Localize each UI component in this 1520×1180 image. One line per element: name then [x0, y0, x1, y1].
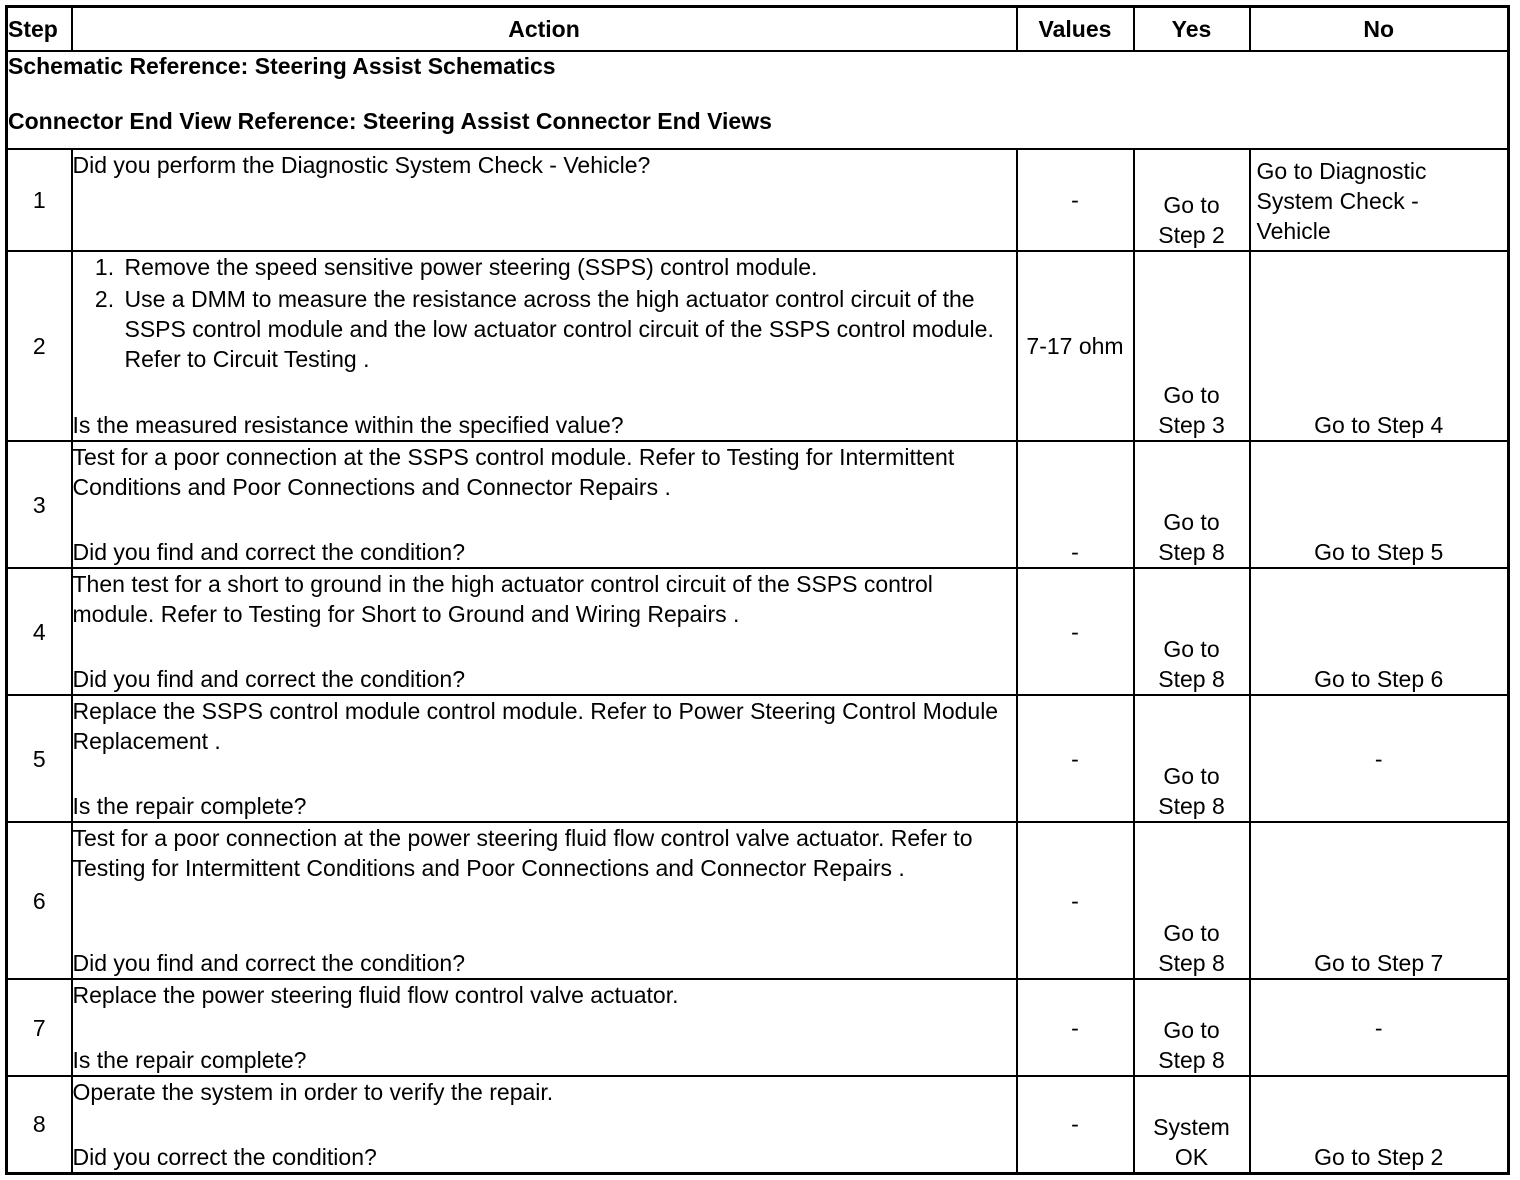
value-cell: -: [1017, 822, 1134, 979]
header-yes: Yes: [1134, 7, 1250, 52]
question-text: Did you correct the condition?: [72, 1143, 377, 1170]
yes-cell: [1134, 568, 1250, 695]
connector-reference: Connector End View Reference: Steering Assist Connector End Views: [8, 108, 772, 134]
header-step: Step: [7, 7, 72, 52]
yes-line: Step 8: [1158, 666, 1225, 692]
no-cell: -: [1250, 695, 1509, 822]
yes-cell: [1134, 695, 1250, 822]
action-text: Did you perform the Diagnostic System Check - Vehicle?: [72, 152, 651, 178]
table-row: [7, 822, 1509, 979]
table-row: [7, 441, 1509, 568]
yes-line: Go to: [1163, 636, 1220, 662]
action-text: Replace the power steering fluid flow control valve actuator.: [72, 982, 679, 1008]
value-cell: -: [1017, 441, 1134, 568]
reference-row: [7, 51, 1509, 149]
yes-line: Go to: [1163, 763, 1220, 789]
no-cell: [1250, 149, 1509, 251]
step-number: 2: [7, 251, 72, 441]
action-cell: [72, 979, 1017, 1076]
table-row: [7, 251, 1509, 441]
table-row: [7, 695, 1509, 822]
yes-line: Step 8: [1158, 539, 1225, 565]
action-cell: [72, 822, 1017, 979]
substep-list: [73, 252, 1016, 376]
table-row: [7, 568, 1509, 695]
yes-line: Step 2: [1158, 222, 1225, 248]
step-number: 6: [7, 822, 72, 979]
yes-cell: [1134, 251, 1250, 441]
no-cell: -: [1250, 979, 1509, 1076]
yes-line: Go to: [1163, 382, 1220, 408]
action-cell: [72, 1076, 1017, 1173]
question-text: Is the repair complete?: [72, 793, 307, 819]
yes-line: Go to: [1163, 1017, 1220, 1043]
no-cell: Go to Step 4: [1250, 251, 1509, 441]
yes-line: Step 8: [1158, 793, 1225, 819]
no-line: System Check -: [1256, 188, 1419, 214]
no-cell: Go to Step 5: [1250, 441, 1509, 568]
action-text: Operate the system in order to verify the repair.: [72, 1079, 554, 1105]
step-number: 5: [7, 695, 72, 822]
yes-cell: [1134, 979, 1250, 1076]
step-number: 7: [7, 979, 72, 1076]
action-cell: [72, 695, 1017, 822]
yes-cell: [1134, 822, 1250, 979]
action-cell: [72, 149, 1017, 251]
step-number: 3: [7, 441, 72, 568]
schematic-reference: Schematic Reference: Steering Assist Schematics: [8, 53, 556, 79]
yes-line: OK: [1174, 1143, 1209, 1170]
question-text: Did you find and correct the condition?: [72, 539, 466, 565]
no-line: Go to Diagnostic: [1256, 158, 1427, 184]
value-cell: -: [1017, 695, 1134, 822]
action-cell: [72, 251, 1017, 441]
yes-line: Step 8: [1158, 950, 1225, 976]
substep-item: 1. Remove the speed sensitive power steering (SSPS) control module.: [121, 252, 1016, 282]
question-text: Is the repair complete?: [72, 1047, 307, 1073]
no-line: Vehicle: [1256, 218, 1331, 244]
action-text: Replace the SSPS control module control module. Refer to Power Steering Control Module Replacement .: [72, 698, 999, 754]
step-number: 1: [7, 149, 72, 251]
value-cell: -: [1017, 1076, 1134, 1173]
no-cell: Go to Step 7: [1250, 822, 1509, 979]
yes-cell: [1134, 441, 1250, 568]
value-cell: -: [1017, 149, 1134, 251]
value-cell: -: [1017, 979, 1134, 1076]
reference-cell: [7, 51, 1509, 149]
table-row: [7, 1076, 1509, 1173]
header-no: No: [1250, 7, 1509, 52]
yes-cell: [1134, 149, 1250, 251]
question-text: Did you find and correct the condition?: [72, 666, 466, 692]
no-cell: Go to Step 2: [1250, 1076, 1509, 1173]
action-cell: [72, 568, 1017, 695]
yes-cell: [1134, 1076, 1250, 1173]
header-action: Action: [72, 7, 1017, 52]
action-text: Test for a poor connection at the SSPS control module. Refer to Testing for Intermittent Conditions and Poor Connections and Connector Repairs .: [72, 444, 955, 500]
table-row: [7, 149, 1509, 251]
table-row: [7, 979, 1509, 1076]
value-cell: 7-17 ohm: [1017, 251, 1134, 441]
substep-item: 2. Use a DMM to measure the resistance across the high actuator control circuit of the SSPS control module and the low actuator control circuit of the SSPS control module. Refer to Circuit Testing .: [121, 284, 1016, 374]
question-text: Is the measured resistance within the specified value?: [72, 412, 624, 438]
action-cell: [72, 441, 1017, 568]
yes-line: Step 8: [1158, 1047, 1225, 1073]
yes-line: Go to: [1163, 920, 1220, 946]
yes-line: System: [1153, 1113, 1230, 1140]
yes-line: Go to: [1163, 192, 1220, 218]
question-text: Did you find and correct the condition?: [72, 950, 466, 976]
step-number: 4: [7, 568, 72, 695]
step-number: 8: [7, 1076, 72, 1173]
action-text: Then test for a short to ground in the high actuator control circuit of the SSPS control module. Refer to Testing for Short to Ground and Wiring Repairs .: [72, 571, 933, 627]
action-text: Test for a poor connection at the power steering fluid flow control valve actuator. Refer to Testing for Intermittent Conditions and Poor Connections and Connector Repairs .: [72, 825, 973, 881]
yes-line: Go to: [1163, 509, 1220, 535]
no-cell: Go to Step 6: [1250, 568, 1509, 695]
header-row: [7, 7, 1509, 52]
yes-line: Step 3: [1158, 412, 1225, 438]
diagnostic-table: [5, 5, 1510, 1175]
value-cell: -: [1017, 568, 1134, 695]
header-values: Values: [1017, 7, 1134, 52]
